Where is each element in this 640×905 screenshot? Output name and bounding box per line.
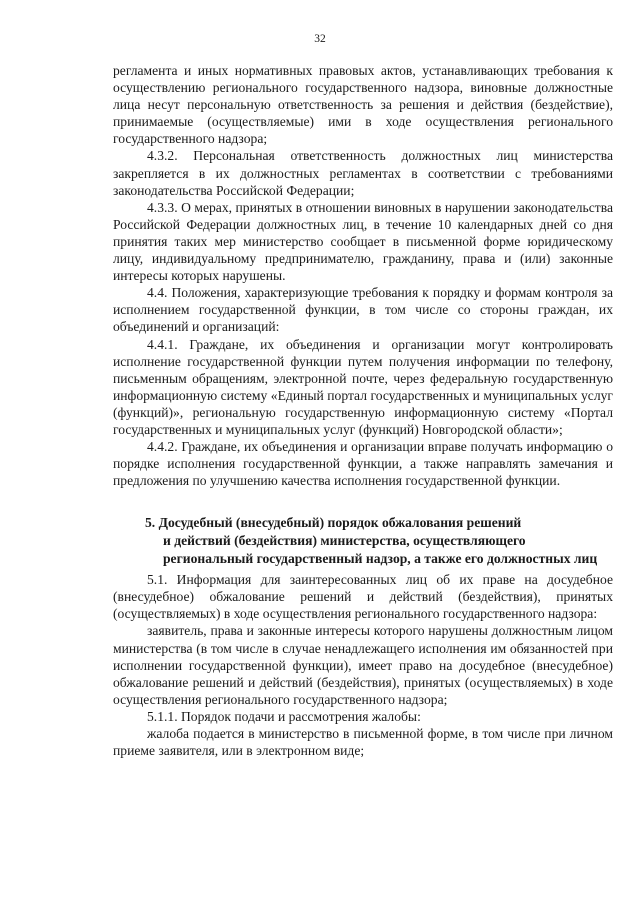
paragraph-5-1: 5.1. Информация для заинтересованных лиц об их праве на досудебное (внесудебное) обжалование решений и действий (бездействия), принятых (осуществляемых) в ходе осуществления регионального государственного надзора:: [113, 572, 613, 622]
section-5-heading: [113, 514, 613, 567]
paragraph-4-4-2: 4.4.2. Граждане, их объединения и организации вправе получать информацию о порядке исполнения государственной функции, а также направлять замечания и предложения по улучшению качества исполнения государственной функции.: [113, 439, 613, 489]
paragraph-4-3-3: 4.3.3. О мерах, принятых в отношении виновных в нарушении законодательства Российской Федерации должностных лиц, в течение 10 календарных дней со дня принятия таких мер министерство сообщает в письменной форме юридическому лицу, индивидуальному предпринимателю, гражданину, права и (или) законные интересы которых нарушены.: [113, 199, 613, 284]
paragraph-applicant-right: заявитель, права и законные интересы которого нарушены должностным лицом министерства (в том числе в случае ненадлежащего исполнения им обязанностей при исполнении государственной функции), имеет право на досудебное (внесудебное) обжалование решений и действий (бездействия), принятых (осуществляемых) в ходе осуществления регионального государственного надзора;: [113, 623, 613, 707]
section-5-heading-line1: 5. Досудебный (внесудебный) порядок обжалования решений: [145, 515, 522, 531]
page-body: [113, 62, 613, 759]
paragraph-5-1-1: 5.1.1. Порядок подачи и рассмотрения жалобы:: [147, 708, 421, 724]
paragraph-4-4-1: 4.4.1. Граждане, их объединения и организации могут контролировать исполнение государственной функции путем получения информации по телефону, письменным обращениям, электронной почте, через федеральную государственную информационную систему «Единый портал государственных и муниципальных услуг (функций)», региональную государственную информационную систему «Портал государственных и муниципальных услуг (функций) Новгородской области»;: [113, 336, 613, 437]
paragraph-4-3-2: 4.3.2. Персональная ответственность должностных лиц министерства закрепляется в их должностных регламентах в соответствии с требованиями законодательства Российской Федерации;: [113, 148, 613, 198]
paragraph-complaint-submission: жалоба подается в министерство в письменной форме, в том числе при личном приеме заявителя, или в электронном виде;: [113, 725, 613, 759]
page-number: 32: [314, 33, 326, 45]
paragraph-continuation: регламента и иных нормативных правовых актов, устанавливающих требования к осуществлению регионального государственного надзора, виновные должностные лица несут персональную ответственность за решения и действия (бездействие), принимаемые (осуществляемые) ими в ходе осуществления регионального государственного надзора;: [113, 63, 613, 147]
section-5-heading-rest: и действий (бездействия) министерства, осуществляющего региональный государственный надзор, а также его должностных лиц: [163, 532, 598, 566]
paragraph-4-4: 4.4. Положения, характеризующие требования к порядку и формам контроля за исполнением государственной функции, в том числе со стороны граждан, их объединений и организаций:: [113, 285, 613, 335]
